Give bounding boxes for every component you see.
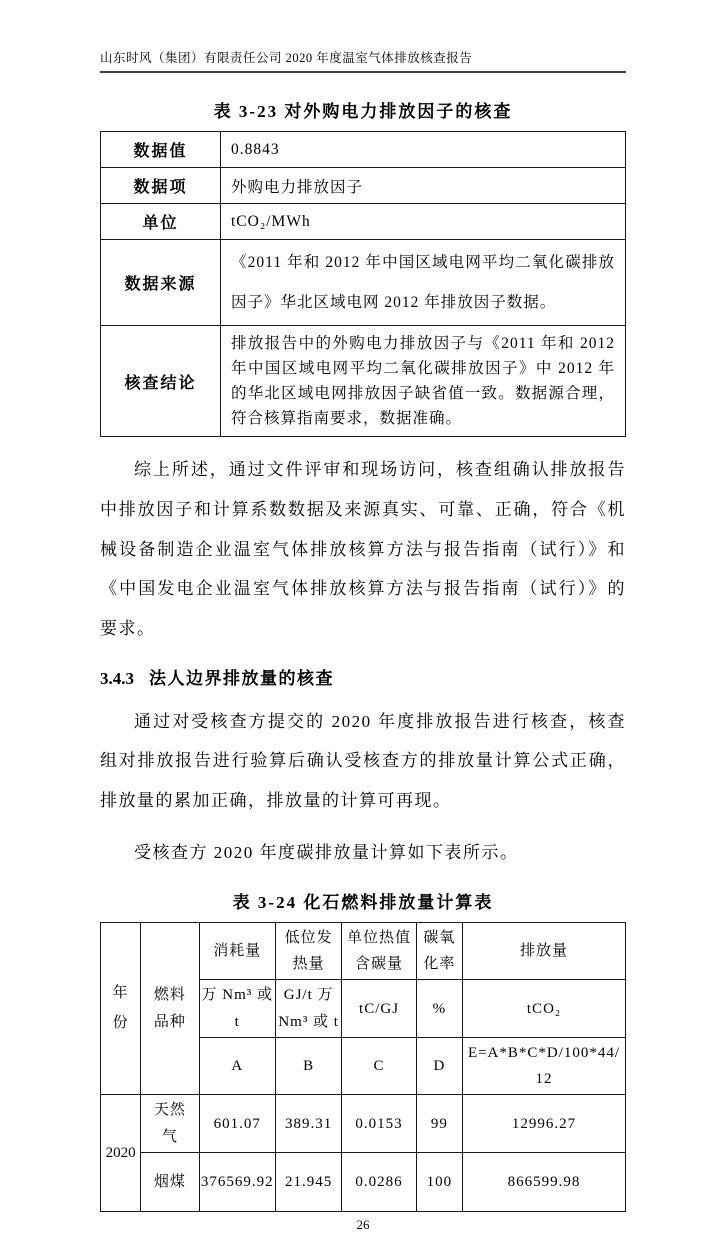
table-3-24 [100, 922, 626, 1212]
table-row [101, 1095, 626, 1153]
symbol-a: A [199, 1037, 275, 1095]
table-row [101, 204, 626, 240]
table-header-row [101, 922, 626, 980]
table-row [101, 168, 626, 204]
cell-emission: 12996.27 [463, 1095, 626, 1153]
page-header: 山东时风（集团）有限责任公司 2020 年度温室气体排放核查报告 [100, 48, 626, 73]
paragraph-verification: 通过对受核查方提交的 2020 年度排放报告进行核查，核查组对排放报告进行验算后确认受核查方的排放量计算公式正确，排放量的累加正确，排放量的计算可再现。 [100, 711, 626, 810]
cell-ncv: 21.945 [275, 1152, 341, 1211]
kv-label: 单位 [101, 204, 221, 240]
col-header-consumption: 消耗量 [199, 922, 275, 980]
fuel-name: 天然气 [153, 1102, 186, 1145]
col-header-fuel-label: 燃料品种 [153, 987, 186, 1030]
col-header-year [101, 922, 141, 1095]
symbol-e-formula: E=A*B*C*D/100*44/12 [463, 1037, 626, 1095]
unit-consumption: 万 Nm³ 或 t [199, 980, 275, 1038]
cell-oxidation: 99 [416, 1095, 462, 1153]
cell-fuel [141, 1152, 199, 1211]
unit-emission: tCO₂ [463, 980, 626, 1038]
kv-value: 《2011 年和 2012 年中国区域电网平均二氧化碳排放因子》华北区域电网 2012 年排放因子数据。 [221, 240, 626, 326]
col-header-emission: 排放量 [463, 922, 626, 980]
section-title: 法人边界排放量的核查 [149, 668, 334, 688]
paragraph-summary: 综上所述，通过文件评审和现场访问，核查组确认排放报告中排放因子和计算系数数据及来源真实、可靠、正确，符合《机械设备制造企业温室气体排放核算方法与报告指南（试行）》和《中国发电企业温室气体排放核算方法与报告指南（试行）》的要求。 [100, 460, 626, 638]
kv-value: 0.8843 [221, 132, 626, 168]
kv-value: 排放报告中的外购电力排放因子与《2011 年和 2012 年中国区域电网平均二氧化碳排放因子》中 2012 年的华北区域电网排放因子缺省值一致。数据源合理，符合核算指南要求，数据准确。 [221, 326, 626, 437]
unit-carbon-content: tC/GJ [342, 980, 416, 1038]
cell-emission: 866599.98 [463, 1152, 626, 1211]
cell-fuel [141, 1095, 199, 1153]
cell-year [101, 1095, 141, 1212]
table-row [101, 240, 626, 326]
fuel-name: 烟煤 [153, 1173, 186, 1190]
cell-carbon-content: 0.0153 [342, 1095, 416, 1153]
table-3-23-title: 表 3-23 对外购电力排放因子的核查 [213, 102, 513, 121]
kv-label: 数据来源 [101, 240, 221, 326]
page-number: 26 [356, 1216, 370, 1232]
kv-label: 数据值 [101, 132, 221, 168]
table-3-24-title: 表 3-24 化石燃料排放量计算表 [232, 892, 494, 912]
symbol-c: C [342, 1037, 416, 1095]
kv-label: 核查结论 [101, 326, 221, 437]
cell-consumption: 376569.92 [199, 1152, 275, 1211]
col-header-fuel [141, 922, 199, 1095]
kv-value: 外购电力排放因子 [221, 168, 626, 204]
paragraph-table-intro: 受核查方 2020 年度碳排放量计算如下表所示。 [134, 843, 519, 863]
table-row [101, 132, 626, 168]
col-header-ncv: 低位发热量 [275, 922, 341, 980]
unit-ncv: GJ/t 万 Nm³ 或 t [275, 980, 341, 1038]
cell-ncv: 389.31 [275, 1095, 341, 1153]
col-header-oxidation: 碳氧化率 [416, 922, 462, 980]
symbol-d: D [416, 1037, 462, 1095]
col-header-carbon-content: 单位热值含碳量 [342, 922, 416, 980]
table-row [101, 326, 626, 437]
col-header-year-label: 年份 [112, 985, 129, 1031]
cell-oxidation: 100 [416, 1152, 462, 1211]
cell-carbon-content: 0.0286 [342, 1152, 416, 1211]
section-heading [100, 664, 626, 689]
kv-value: tCO₂/MWh [221, 204, 626, 240]
kv-label: 数据项 [101, 168, 221, 204]
unit-oxidation: % [416, 980, 462, 1038]
section-number: 3.4.3 [100, 668, 134, 688]
table-3-23 [100, 131, 626, 437]
cell-consumption: 601.07 [199, 1095, 275, 1153]
table-row [101, 1152, 626, 1211]
symbol-b: B [275, 1037, 341, 1095]
year-value: 2020 [105, 1145, 136, 1162]
